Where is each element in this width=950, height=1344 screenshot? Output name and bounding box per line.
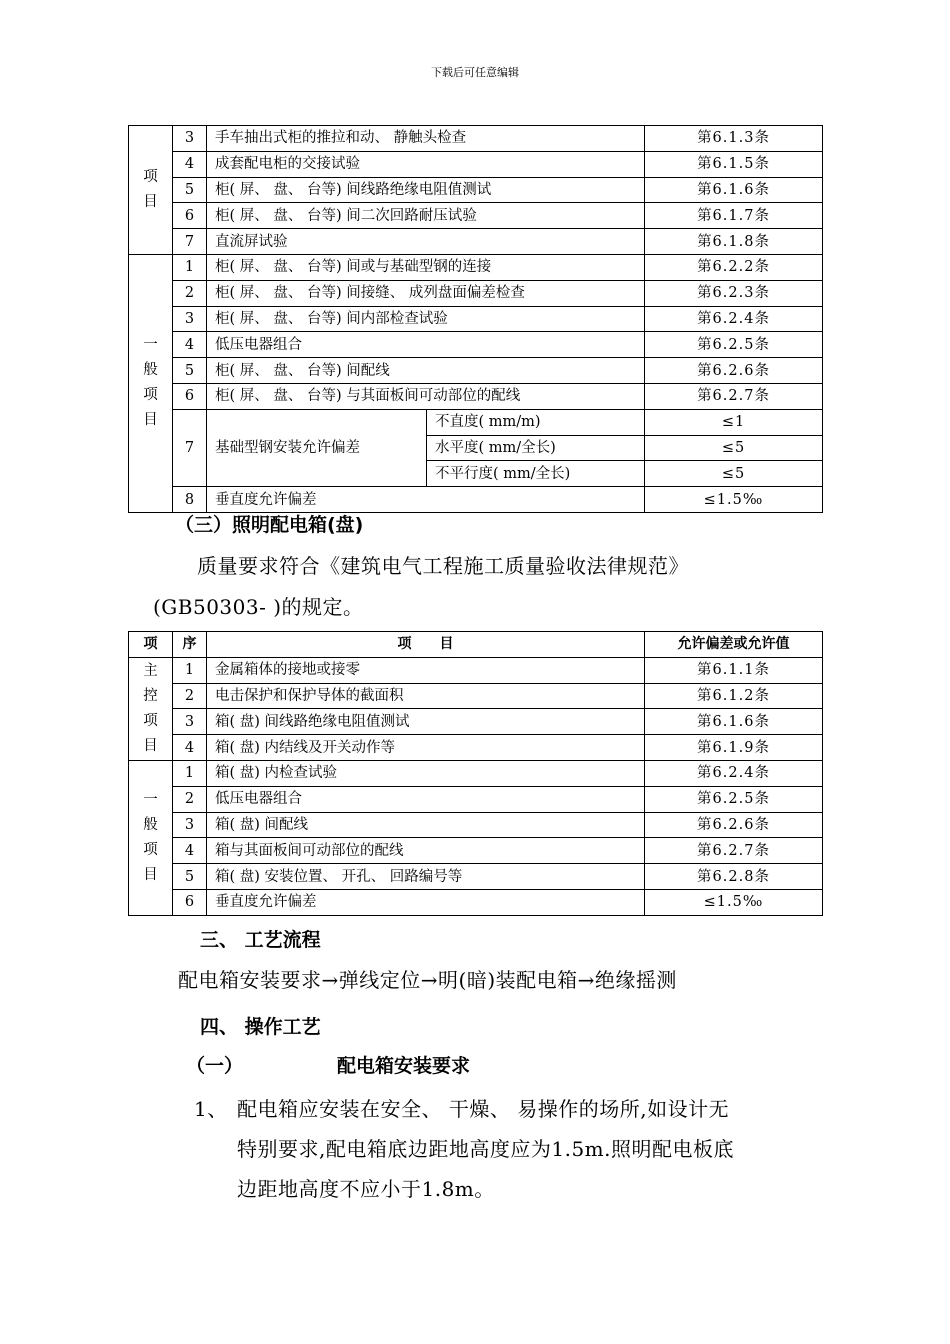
row-item: 直流屏试验 [207,229,645,255]
row-number: 4 [173,838,207,864]
row-reference: 第6.2.4条 [645,760,823,786]
row-reference: ≤5 [645,435,823,461]
row-reference: 第6.2.2条 [645,254,823,280]
row-reference: 第6.2.5条 [645,332,823,358]
table-row [129,760,823,786]
row-reference: 第6.1.8条 [645,229,823,255]
header-tolerance: 允许偏差或允许值 [645,632,823,658]
table-row [129,889,823,915]
row-reference: 第6.2.3条 [645,280,823,306]
row-reference: ≤5 [645,461,823,487]
row-reference: 第6.2.7条 [645,383,823,409]
row-item: 垂直度允许偏差 [207,889,645,915]
table-row [129,332,823,358]
row-item: 箱与其面板间可动部位的配线 [207,838,645,864]
table-row [129,786,823,812]
row-number: 5 [173,358,207,384]
table-row [129,383,823,409]
row-number: 1 [173,760,207,786]
row-number: 5 [173,177,207,203]
table-row [129,838,823,864]
row-item: 柜( 屏、 盘、 台等) 间或与基础型钢的连接 [207,254,645,280]
row-item: 低压电器组合 [207,786,645,812]
table-row [129,151,823,177]
row-item: 成套配电柜的交接试验 [207,151,645,177]
sub-item-label: 不平行度( mm/全长) [427,461,645,487]
table-row [129,229,823,255]
row-item: 柜( 屏、 盘、 台等) 间接缝、 成列盘面偏差检查 [207,280,645,306]
sub-item-label: 不直度( mm/m) [427,409,645,435]
group-label: 主 控 项 目 [129,657,173,760]
row-item: 低压电器组合 [207,332,645,358]
row-reference: 第6.1.7条 [645,203,823,229]
table-row [129,657,823,683]
header-seq: 序 [173,632,207,658]
paragraph-line: (GB50303- )的规定。 [153,595,364,619]
row-number: 4 [173,735,207,761]
row-item: 垂直度允许偏差 [207,487,645,513]
row-number: 3 [173,126,207,152]
list-item-line: 特别要求,配电箱底边距地高度应为1.5m.照明配电板底 [237,1137,734,1161]
row-item: 箱( 盘) 内检查试验 [207,760,645,786]
row-reference: 第6.2.7条 [645,838,823,864]
row-reference: 第6.2.6条 [645,812,823,838]
row-item: 柜( 屏、 盘、 台等) 间内部检查试验 [207,306,645,332]
table-row [129,487,823,513]
row-reference: 第6.1.6条 [645,177,823,203]
row-item: 箱( 盘) 安装位置、 开孔、 回路编号等 [207,864,645,890]
table-row [129,126,823,152]
table-row [129,409,823,435]
row-number: 2 [173,683,207,709]
row-item: 手车抽出式柜的推拉和动、 静触头检查 [207,126,645,152]
row-reference: ≤1.5‰ [645,487,823,513]
table-row [129,864,823,890]
lighting-box-inspection-table [128,631,823,916]
row-number: 4 [173,332,207,358]
row-item: 电击保护和保护导体的截面积 [207,683,645,709]
row-number: 6 [173,203,207,229]
list-item-line: 配电箱应安装在安全、 干燥、 易操作的场所,如设计无 [237,1097,730,1121]
row-reference: ≤1.5‰ [645,889,823,915]
row-item: 箱( 盘) 内结线及开关动作等 [207,735,645,761]
group-label: 一 般 项 目 [129,760,173,915]
row-reference: 第6.1.2条 [645,683,823,709]
row-item: 基础型钢安装允许偏差 [207,409,427,486]
row-number: 3 [173,306,207,332]
table-row [129,709,823,735]
row-item: 柜( 屏、 盘、 台等) 间线路绝缘电阻值测试 [207,177,645,203]
row-reference: 第6.2.4条 [645,306,823,332]
table-row [129,203,823,229]
row-item: 箱( 盘) 间线路绝缘电阻值测试 [207,709,645,735]
list-item-line: 边距地高度不应小于1.8m。 [237,1177,495,1201]
table-row [129,812,823,838]
row-number: 6 [173,383,207,409]
row-item: 金属箱体的接地或接零 [207,657,645,683]
cabinet-inspection-table [128,125,823,513]
row-number: 2 [173,280,207,306]
row-number: 6 [173,889,207,915]
subsection-title: 配电箱安装要求 [337,1055,471,1077]
row-item: 箱( 盘) 间配线 [207,812,645,838]
row-number: 4 [173,151,207,177]
row-reference: 第6.1.5条 [645,151,823,177]
header-category: 项 [129,632,173,658]
row-item: 柜( 屏、 盘、 台等) 与其面板间可动部位的配线 [207,383,645,409]
process-flow: 配电箱安装要求→弹线定位→明(暗)装配电箱→绝缘摇测 [178,968,677,992]
list-number: 1、 [194,1097,228,1121]
heading-process: 三、 工艺流程 [200,929,321,951]
section-title: （三）照明配电箱(盘) [175,514,364,536]
row-item: 柜( 屏、 盘、 台等) 间二次回路耐压试验 [207,203,645,229]
subsection-number: （一） [186,1055,244,1077]
row-number: 7 [173,229,207,255]
row-reference: 第6.1.9条 [645,735,823,761]
table-row [129,177,823,203]
row-number: 5 [173,864,207,890]
heading-operation: 四、 操作工艺 [200,1016,321,1038]
table-row [129,735,823,761]
header-item: 项 目 [207,632,645,658]
row-number: 2 [173,786,207,812]
table-row [129,683,823,709]
table-row [129,254,823,280]
group-label: 项 目 [129,126,173,255]
paragraph-line: 质量要求符合《建筑电气工程施工质量验收法律规范》 [197,554,689,578]
row-reference: 第6.1.1条 [645,657,823,683]
row-number: 8 [173,487,207,513]
table-row [129,358,823,384]
row-number: 3 [173,709,207,735]
row-number: 1 [173,657,207,683]
row-reference: 第6.1.6条 [645,709,823,735]
row-reference: 第6.2.8条 [645,864,823,890]
sub-item-label: 水平度( mm/全长) [427,435,645,461]
row-reference: 第6.1.3条 [645,126,823,152]
row-number: 3 [173,812,207,838]
row-reference: 第6.2.6条 [645,358,823,384]
group-label: 一 般 项 目 [129,254,173,512]
table-row [129,306,823,332]
page-header: 下载后可任意编辑 [431,66,519,79]
table-row [129,280,823,306]
row-number: 1 [173,254,207,280]
row-reference: 第6.2.5条 [645,786,823,812]
row-number: 7 [173,409,207,486]
row-item: 柜( 屏、 盘、 台等) 间配线 [207,358,645,384]
row-reference: ≤1 [645,409,823,435]
